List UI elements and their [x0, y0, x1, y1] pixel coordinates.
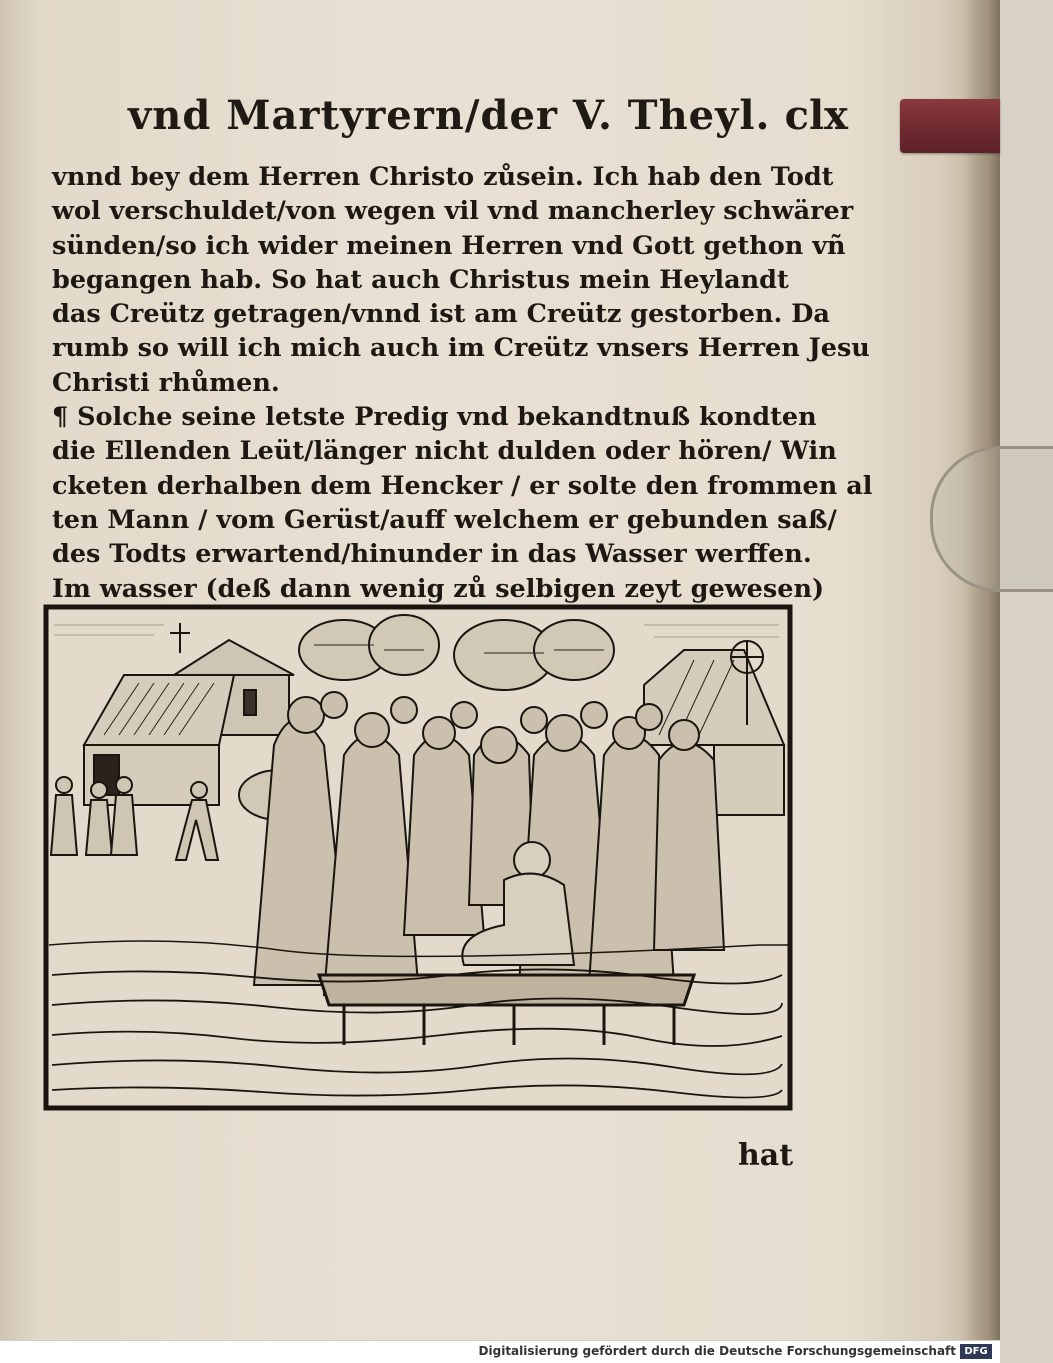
text-line: ¶ Solche seine letste Predig vnd bekandtnuß kondten: [52, 402, 817, 433]
text-line: rumb so will ich mich auch im Creütz vnsers Herren Jesu: [52, 333, 870, 364]
text-line: vnnd bey dem Herren Christo zůsein. Ich hab den Todt: [52, 162, 834, 192]
text-line: des Todts erwartend/hinunder in das Wasser werffen.: [52, 539, 812, 570]
text-line: das Creütz getragen/vnnd ist am Creütz gestorben. Da: [52, 299, 830, 330]
bookmark-tab: [900, 99, 1000, 153]
catchword: hat: [738, 1138, 794, 1173]
text-line: Christi rhůmen.: [52, 367, 280, 398]
folio-number: clx: [784, 92, 848, 139]
page-clip: [930, 446, 1053, 592]
body-text: [52, 160, 873, 606]
text-line: cketen derhalben dem Hencker / er solte den frommen al: [52, 470, 873, 501]
text-line: die Ellenden Leüt/länger nicht dulden oder hören/ Win: [52, 436, 837, 467]
dfg-logo: DFG: [960, 1344, 992, 1359]
text-line: Im wasser (deß dann wenig zů selbigen zeyt gewesen): [52, 573, 825, 604]
footer-credit: Digitalisierung gefördert durch die Deutsche Forschungsgemeinschaft: [478, 1344, 956, 1358]
woodcut-illustration: [44, 605, 792, 1110]
page-edge-shadow: [962, 0, 1000, 1340]
text-line: wol verschuldet/von wegen vil vnd mancherley schwärer: [52, 196, 854, 227]
running-head-title: vnd Martyrern/der V. Theyl.: [128, 92, 771, 139]
text-line: begangen hab. So hat auch Christus mein Heylandt: [52, 264, 789, 295]
running-head: [128, 92, 848, 154]
text-line: sünden/so ich wider meinen Herren vnd Gott gethon vñ: [52, 230, 846, 261]
text-line: ten Mann / vom Gerüst/auff welchem er gebunden saß/: [52, 504, 837, 535]
footer-bar: [0, 1340, 1000, 1363]
